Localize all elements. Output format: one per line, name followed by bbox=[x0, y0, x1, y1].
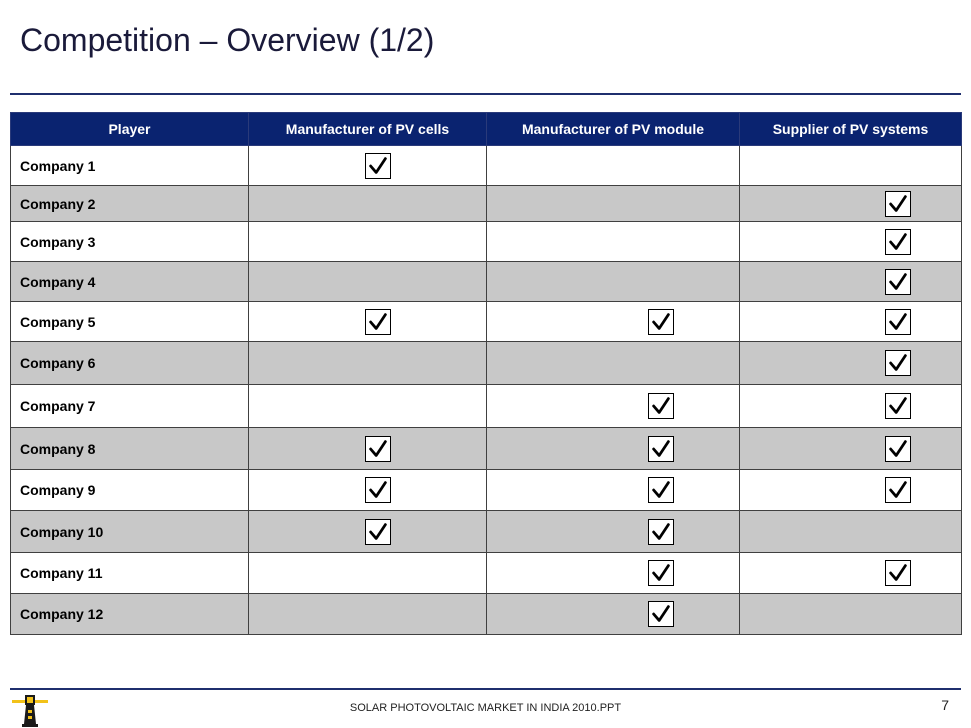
check-mark-icon bbox=[885, 309, 911, 335]
player-name-cell: Company 1 bbox=[11, 146, 249, 186]
pv-module-cell bbox=[487, 342, 740, 385]
pv-module-cell bbox=[487, 428, 740, 470]
pv-cells-cell bbox=[249, 511, 487, 553]
check-mark-icon bbox=[648, 560, 674, 586]
pv-module-cell bbox=[487, 553, 740, 594]
pv-cells-cell bbox=[249, 222, 487, 262]
check-mark-icon bbox=[648, 519, 674, 545]
check-mark-icon bbox=[885, 393, 911, 419]
pv-module-cell bbox=[487, 262, 740, 302]
header-pv-module: Manufacturer of PV module bbox=[487, 113, 740, 146]
footer-divider bbox=[10, 688, 961, 690]
pv-cells-cell bbox=[249, 146, 487, 186]
check-mark-icon bbox=[885, 269, 911, 295]
pv-module-cell bbox=[487, 385, 740, 428]
header-player: Player bbox=[11, 113, 249, 146]
table-row bbox=[11, 428, 962, 470]
check-mark-icon bbox=[648, 309, 674, 335]
pv-systems-cell bbox=[740, 186, 962, 222]
pv-systems-cell bbox=[740, 553, 962, 594]
check-mark-icon bbox=[365, 477, 391, 503]
page-number: 7 bbox=[941, 697, 949, 713]
table-row bbox=[11, 302, 962, 342]
player-name-cell: Company 12 bbox=[11, 594, 249, 635]
table-row bbox=[11, 222, 962, 262]
slide-title: Competition – Overview (1/2) bbox=[20, 22, 435, 58]
check-mark-icon bbox=[365, 436, 391, 462]
table-header-row bbox=[11, 113, 962, 146]
player-name-cell: Company 4 bbox=[11, 262, 249, 302]
pv-cells-cell bbox=[249, 262, 487, 302]
player-name-cell: Company 10 bbox=[11, 511, 249, 553]
check-mark-icon bbox=[885, 560, 911, 586]
pv-cells-cell bbox=[249, 385, 487, 428]
pv-cells-cell bbox=[249, 302, 487, 342]
pv-module-cell bbox=[487, 302, 740, 342]
table-row bbox=[11, 146, 962, 186]
player-name-cell: Company 5 bbox=[11, 302, 249, 342]
pv-cells-cell bbox=[249, 342, 487, 385]
pv-systems-cell bbox=[740, 146, 962, 186]
footer-text: SOLAR PHOTOVOLTAIC MARKET IN INDIA 2010.PPT bbox=[349, 702, 622, 714]
check-mark-icon bbox=[885, 477, 911, 503]
check-mark-icon bbox=[648, 436, 674, 462]
table-body bbox=[11, 146, 962, 635]
pv-cells-cell bbox=[249, 553, 487, 594]
pv-module-cell bbox=[487, 511, 740, 553]
pv-cells-cell bbox=[249, 594, 487, 635]
table-row bbox=[11, 594, 962, 635]
pv-systems-cell bbox=[740, 428, 962, 470]
table-row bbox=[11, 511, 962, 553]
check-mark-icon bbox=[365, 309, 391, 335]
pv-module-cell bbox=[487, 146, 740, 186]
player-name-cell: Company 9 bbox=[11, 470, 249, 511]
header-pv-cells: Manufacturer of PV cells bbox=[249, 113, 487, 146]
pv-cells-cell bbox=[249, 186, 487, 222]
pv-module-cell bbox=[487, 470, 740, 511]
player-name-cell: Company 7 bbox=[11, 385, 249, 428]
check-mark-icon bbox=[885, 350, 911, 376]
header-pv-systems: Supplier of PV systems bbox=[740, 113, 962, 146]
table-row bbox=[11, 262, 962, 302]
title-divider bbox=[10, 93, 961, 95]
player-name-cell: Company 11 bbox=[11, 553, 249, 594]
pv-systems-cell bbox=[740, 222, 962, 262]
table-row bbox=[11, 342, 962, 385]
check-mark-icon bbox=[648, 393, 674, 419]
table-row bbox=[11, 186, 962, 222]
check-mark-icon bbox=[365, 153, 391, 179]
pv-cells-cell bbox=[249, 470, 487, 511]
player-name-cell: Company 8 bbox=[11, 428, 249, 470]
pv-systems-cell bbox=[740, 342, 962, 385]
player-name-cell: Company 6 bbox=[11, 342, 249, 385]
check-mark-icon bbox=[648, 601, 674, 627]
player-name-cell: Company 3 bbox=[11, 222, 249, 262]
pv-systems-cell bbox=[740, 470, 962, 511]
check-mark-icon bbox=[365, 519, 391, 545]
pv-module-cell bbox=[487, 594, 740, 635]
pv-systems-cell bbox=[740, 385, 962, 428]
pv-systems-cell bbox=[740, 594, 962, 635]
table-row bbox=[11, 553, 962, 594]
table-row bbox=[11, 385, 962, 428]
check-mark-icon bbox=[648, 477, 674, 503]
pv-module-cell bbox=[487, 186, 740, 222]
check-mark-icon bbox=[885, 436, 911, 462]
pv-systems-cell bbox=[740, 511, 962, 553]
pv-systems-cell bbox=[740, 262, 962, 302]
table-row bbox=[11, 470, 962, 511]
competition-table bbox=[10, 112, 962, 635]
check-mark-icon bbox=[885, 229, 911, 255]
pv-systems-cell bbox=[740, 302, 962, 342]
pv-module-cell bbox=[487, 222, 740, 262]
player-name-cell: Company 2 bbox=[11, 186, 249, 222]
check-mark-icon bbox=[885, 191, 911, 217]
pv-cells-cell bbox=[249, 428, 487, 470]
